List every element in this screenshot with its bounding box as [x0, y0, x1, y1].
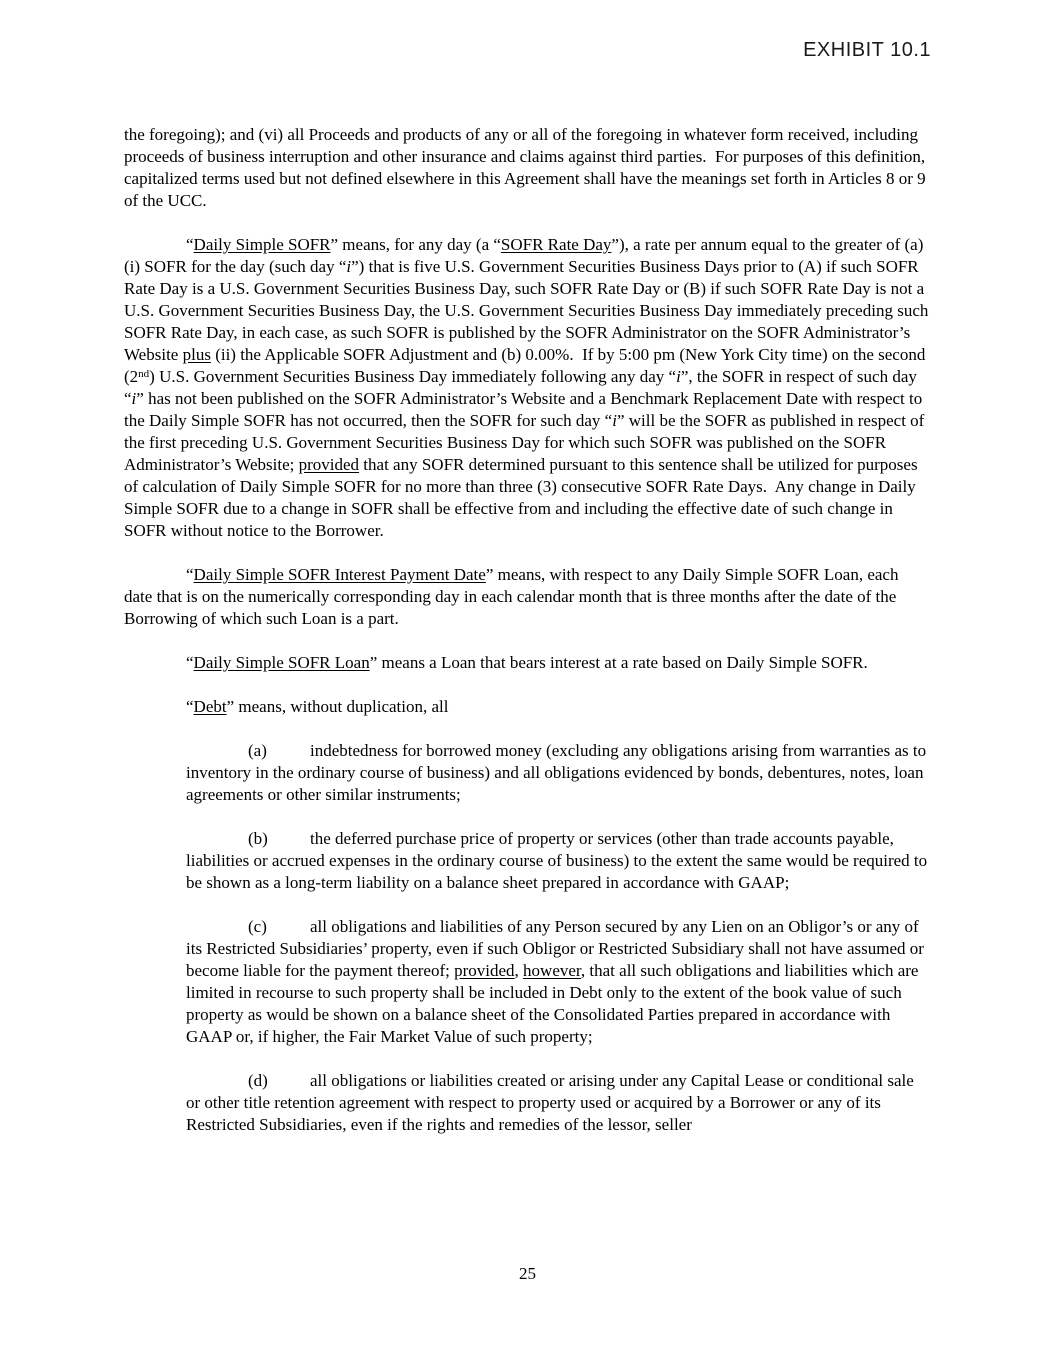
paragraph-daily-simple-sofr-definition: [124, 234, 931, 542]
text-segment: ” means, for any day (a “: [330, 235, 501, 254]
paragraph-debt-clause-a: [186, 740, 931, 806]
text-segment: “: [186, 565, 194, 584]
clause-label: (a): [248, 741, 267, 760]
clause-label: (b): [248, 829, 268, 848]
text-segment: ” has not been published on the SOFR Administrator’s Website and a Benchmark Replacement Date with respect to the Daily Simple SOFR has not occurred, then the SOFR for such day “: [124, 389, 927, 430]
clause-label: (d): [248, 1071, 268, 1090]
text-segment: nd: [138, 368, 150, 380]
paragraph-daily-simple-sofr-loan-definition: [124, 652, 931, 674]
text-segment: plus: [182, 345, 211, 364]
text-segment: Daily Simple SOFR: [193, 235, 331, 254]
text-segment: indebtedness for borrowed money (excluding any obligations arising from warranties as to inventory in the ordinary course of business) and all obligations evidenced by bonds, debentures, notes, loan agreements or other similar instruments;: [186, 741, 931, 804]
text-segment: however: [523, 961, 581, 980]
text-segment: provided: [298, 455, 360, 474]
text-segment: the foregoing); and (vi) all Proceeds and products of any or all of the foregoing in whatever form received, including proceeds of business interruption and other insurance and claims against third parties. For purposes of this definition, capitalized terms used but not defined elsewhere in this Agreement shall have the meanings set forth in Articles 8 or 9 of the UCC.: [124, 125, 930, 210]
text-segment: all obligations and liabilities of any Person secured by any Lien on an Obligor’s or any of its Restricted Subsidiaries’ property, even if such Obligor or Restricted Subsidiary shall not have assumed or become liable for the payment thereof;: [186, 917, 929, 980]
paragraph-debt-clause-b: [186, 828, 931, 894]
text-segment: SOFR Rate Day: [500, 235, 612, 254]
page-number: 25: [519, 1264, 536, 1283]
text-segment: “: [186, 653, 194, 672]
exhibit-header: EXHIBIT 10.1: [803, 39, 931, 61]
text-segment: i: [612, 411, 617, 430]
paragraph-debt-clause-d: [186, 1070, 931, 1136]
paragraph-daily-simple-sofr-interest-payment-date-definition: [124, 564, 931, 630]
text-segment: all obligations or liabilities created or arising under any Capital Lease or conditional sale or other title retention agreement with respect to property used or acquired by a Borrower or any of its Restricted Subsidiaries, even if the rights and remedies of the lessor, seller: [186, 1071, 919, 1134]
text-segment: Daily Simple SOFR Loan: [193, 653, 370, 672]
text-segment: i: [346, 257, 352, 276]
text-segment: the deferred purchase price of property or services (other than trade accounts payable, liabilities or accrued expenses in the ordinary course of business) to the extent the same would be required to be shown as a long-term liability on a balance sheet prepared in accordance with GAAP;: [186, 829, 932, 892]
text-segment: ”) that is five U.S. Government Securities Business Days prior to (A) if such SOFR Rate Day is a U.S. Government Securities Business Day, such SOFR Rate Day or (B) if such SOFR Rate Day is not a U.S. Government Securities Business Day, the U.S. Government Securities Business Day immediately preceding such SOFR Rate Day, in each case, as such SOFR is published by the SOFR Administrator on the SOFR Administrator’s Website: [124, 257, 933, 364]
text-segment: ,: [514, 961, 524, 980]
text-segment: “: [186, 697, 194, 716]
text-segment: ” means, without duplication, all: [226, 697, 449, 716]
text-segment: , that all such obligations and liabilities which are limited in recourse to such property shall be included in Debt only to the extent of the book value of such property as would be shown on a balance sheet of the Consolidated Parties prepared in accordance with GAAP or, if higher, the Fair Market Value of such property;: [186, 961, 923, 1046]
text-segment: that any SOFR determined pursuant to this sentence shall be utilized for purposes of calculation of Daily Simple SOFR for no more than three (3) consecutive SOFR Rate Days. Any change in Daily Simple SOFR due to a change in SOFR shall be effective from and including the effective date of such change in SOFR without notice to the Borrower.: [124, 455, 922, 540]
text-segment: i: [131, 389, 137, 408]
clause-label: (c): [248, 917, 267, 936]
text-segment: ”, the SOFR in respect of such day “: [124, 367, 922, 408]
text-segment: ” means, with respect to any Daily Simple SOFR Loan, each date that is on the numerically corresponding day in each calendar month that is three months after the date of the Borrowing of which such Loan is a part.: [124, 565, 903, 628]
paragraph-collateral-continuation: [124, 124, 931, 212]
text-segment: provided: [454, 961, 515, 980]
paragraph-debt-definition: [124, 696, 931, 718]
text-segment: ” means a Loan that bears interest at a rate based on Daily Simple SOFR.: [369, 653, 868, 672]
text-segment: ” will be the SOFR as published in respect of the first preceding U.S. Government Securities Business Day for which such SOFR was published on the SOFR Administrator’s Website;: [124, 411, 929, 474]
text-segment: ) U.S. Government Securities Business Day immediately following any day “: [149, 367, 677, 386]
paragraph-debt-clause-c: [186, 916, 931, 1048]
text-segment: ”), a rate per annum equal to the greater of (a) (i) SOFR for the day (such day “: [124, 235, 928, 276]
text-segment: Debt: [193, 697, 227, 716]
text-segment: i: [676, 367, 681, 386]
document-body: [124, 124, 931, 1136]
text-segment: (ii) the Applicable SOFR Adjustment and (b) 0.00%. If by 5:00 pm (New York City time) on the second (2: [124, 345, 930, 386]
text-segment: “: [186, 235, 194, 254]
text-segment: Daily Simple SOFR Interest Payment Date: [193, 565, 486, 584]
